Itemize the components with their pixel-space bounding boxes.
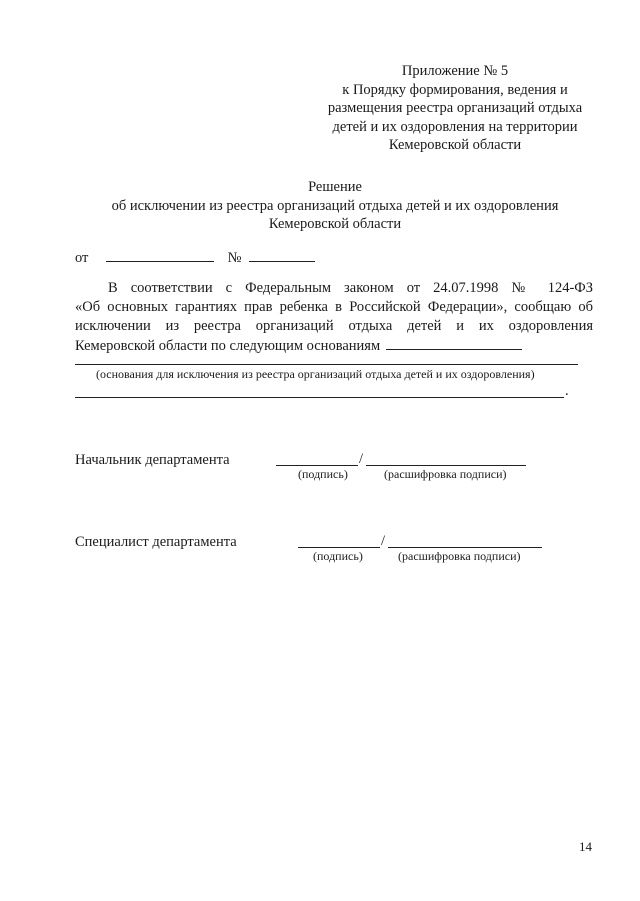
number-label: № [227, 250, 242, 266]
head-signature-field[interactable] [276, 465, 358, 466]
appendix-header [300, 62, 610, 155]
body-line: «Об основных гарантиях прав ребенка в Российской Федерации», сообщаю об [75, 299, 593, 315]
grounds-blank-line-1[interactable] [75, 364, 578, 365]
grounds-blank-line-2[interactable] [75, 397, 564, 398]
grounds-end-mark: . [565, 383, 569, 399]
body-line: Кемеровской области по следующим основаниям [75, 336, 593, 356]
body-line: В соответствии с Федеральным законом от 24.07.1998 № 124-ФЗ [108, 280, 593, 296]
title-line-2: Кемеровской области [268, 216, 402, 232]
title-heading: Решение [308, 179, 362, 195]
date-number-line [75, 248, 315, 267]
number-blank-field[interactable] [249, 248, 315, 262]
specialist-signature-field[interactable] [298, 547, 380, 548]
grounds-caption: (основания для исключения из реестра организаций отдыха детей и их оздоровления) [96, 367, 535, 381]
document-title [60, 178, 610, 234]
title-line-1: об исключении из реестра организаций отдыха детей и их оздоровления [111, 197, 559, 214]
specialist-label: Специалист департамента [75, 534, 237, 550]
appendix-line: к Порядку формирования, ведения и [342, 81, 568, 98]
appendix-line: размещения реестра организаций отдыха [327, 100, 583, 116]
head-of-department-label: Начальник департамента [75, 452, 230, 468]
signature-separator: / [359, 451, 364, 467]
signature-caption: (подпись) [298, 467, 348, 481]
specialist-decode-field[interactable] [388, 547, 542, 548]
body-line: исключении из реестра организаций отдыха детей и их оздоровления [75, 318, 593, 334]
grounds-inline-blank[interactable] [386, 336, 522, 350]
decode-caption: (расшифровка подписи) [384, 467, 507, 481]
date-label: от [75, 250, 89, 266]
date-blank-field[interactable] [106, 248, 214, 262]
appendix-line: детей и их оздоровления на территории [332, 118, 578, 135]
signature-separator: / [381, 533, 386, 549]
head-decode-field[interactable] [366, 465, 526, 466]
page-number: 14 [579, 839, 592, 854]
body-paragraph [75, 279, 593, 356]
appendix-line: Кемеровской области [388, 137, 522, 153]
decode-caption: (расшифровка подписи) [398, 549, 521, 563]
appendix-line: Приложение № 5 [401, 63, 509, 79]
signature-caption: (подпись) [313, 549, 363, 563]
